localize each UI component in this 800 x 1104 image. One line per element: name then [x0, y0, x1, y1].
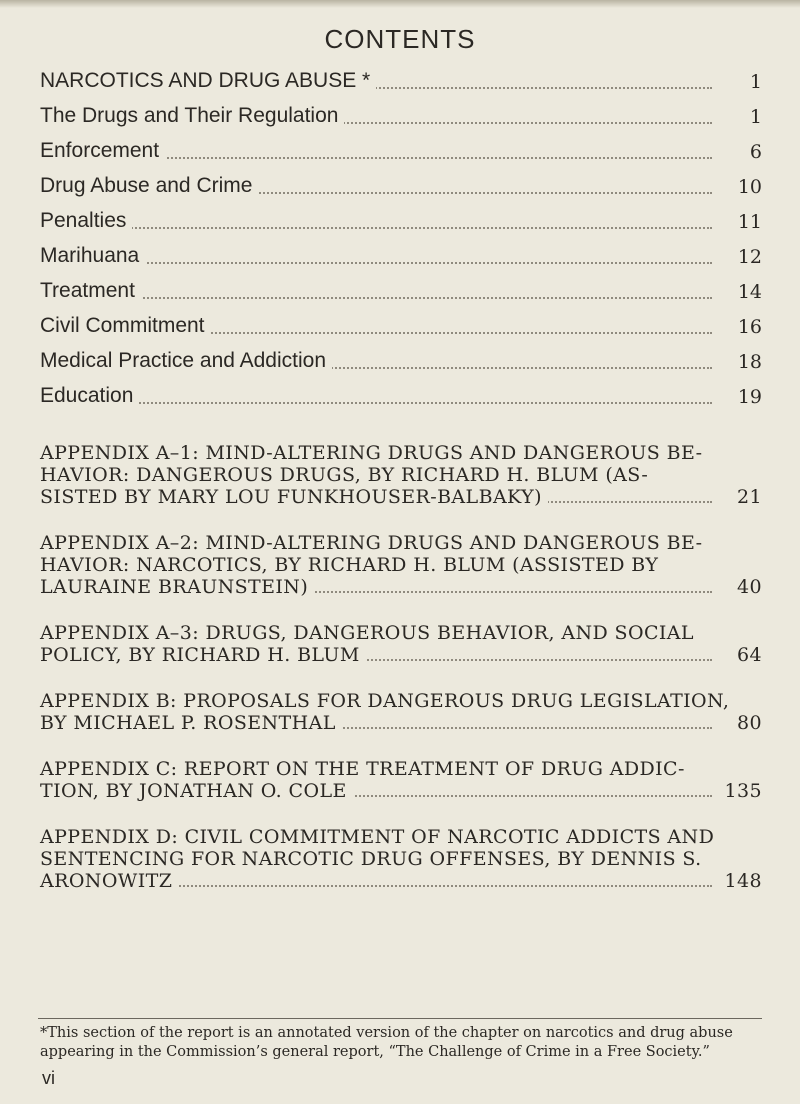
toc-entry-label: Penalties — [40, 209, 132, 233]
toc-entry-label: NARCOTICS AND DRUG ABUSE * — [40, 69, 376, 93]
appendix-line: HAVIOR: NARCOTICS, BY RICHARD H. BLUM (ASSISTED BY — [40, 554, 659, 576]
toc-entry[interactable] — [40, 202, 762, 237]
appendix-last-line — [40, 870, 762, 892]
toc-entry[interactable] — [40, 167, 762, 202]
appendix-page: 148 — [719, 870, 762, 892]
appendix-last-line — [40, 644, 762, 666]
appendix-line: SENTENCING FOR NARCOTIC DRUG OFFENSES, BY DENNIS S. — [40, 848, 702, 870]
appendix-entry-c[interactable] — [40, 758, 762, 802]
appendix-last-text: BY MICHAEL P. ROSENTHAL — [40, 712, 342, 734]
appendix-entry-b[interactable] — [40, 690, 762, 734]
appendix-last-line — [40, 712, 762, 734]
footnote: *This section of the report is an annotated version of the chapter on narcotics and drug abuse appearing in the Commission’s general report, “The Challenge of Crime in a Free Society.” — [40, 1025, 733, 1060]
toc-entry[interactable] — [40, 272, 762, 307]
dot-leader — [40, 227, 712, 229]
toc-entry-page: 18 — [732, 351, 762, 373]
appendix-page: 40 — [731, 576, 762, 598]
toc-entry-page: 14 — [732, 281, 762, 303]
appendix-line: APPENDIX A–3: DRUGS, DANGEROUS BEHAVIOR, AND SOCIAL — [40, 622, 694, 644]
toc-entry-label: Treatment — [40, 279, 141, 303]
appendix-last-line — [40, 486, 762, 508]
toc-entry-label: Enforcement — [40, 139, 165, 163]
toc-entry[interactable] — [40, 307, 762, 342]
toc-entry-page: 1 — [744, 106, 762, 128]
appendix-last-text: TION, BY JONATHAN O. COLE — [40, 780, 353, 802]
appendix-entry-d[interactable] — [40, 826, 762, 892]
table-of-contents — [40, 62, 762, 892]
toc-entry-page: 12 — [732, 246, 762, 268]
appendix-line: APPENDIX B: PROPOSALS FOR DANGEROUS DRUG LEGISLATION, — [40, 690, 730, 712]
toc-entry-page: 6 — [744, 141, 762, 163]
page-title: CONTENTS — [324, 24, 476, 54]
toc-entry-label: Education — [40, 384, 139, 408]
toc-entry-page: 1 — [744, 71, 762, 93]
dot-leader — [40, 402, 712, 404]
appendix-line: APPENDIX C: REPORT ON THE TREATMENT OF DRUG ADDIC- — [40, 758, 685, 780]
toc-entry-label: Civil Commitment — [40, 314, 211, 338]
toc-entry-label: Medical Practice and Addiction — [40, 349, 332, 373]
toc-entry[interactable] — [40, 132, 762, 167]
toc-entry[interactable] — [40, 62, 762, 97]
page-top-edge — [0, 0, 800, 8]
toc-entry-page: 19 — [732, 386, 762, 408]
toc-entry-page: 16 — [732, 316, 762, 338]
toc-entry[interactable] — [40, 97, 762, 132]
toc-entry-page: 11 — [732, 211, 762, 233]
footnote-rule — [38, 1018, 762, 1019]
appendix-entry-a2[interactable] — [40, 532, 762, 598]
appendix-line: HAVIOR: DANGEROUS DRUGS, BY RICHARD H. BLUM (AS- — [40, 464, 649, 486]
appendix-page: 80 — [731, 712, 762, 734]
toc-entry[interactable] — [40, 342, 762, 377]
appendix-page: 21 — [731, 486, 762, 508]
appendix-line: APPENDIX D: CIVIL COMMITMENT OF NARCOTIC ADDICTS AND — [40, 826, 715, 848]
appendix-last-text: LAURAINE BRAUNSTEIN) — [40, 576, 314, 598]
toc-entry-label: Marihuana — [40, 244, 145, 268]
page-number: vi — [42, 1068, 55, 1088]
appendix-last-line — [40, 780, 762, 802]
appendix-last-text: ARONOWITZ — [40, 870, 178, 892]
appendix-entry-a1[interactable] — [40, 442, 762, 508]
toc-entry-label: The Drugs and Their Regulation — [40, 104, 344, 128]
toc-entry[interactable] — [40, 237, 762, 272]
appendix-entry-a3[interactable] — [40, 622, 762, 666]
toc-entry-page: 10 — [732, 176, 762, 198]
appendix-page: 135 — [719, 780, 762, 802]
appendix-last-text: SISTED BY MARY LOU FUNKHOUSER-BALBAKY) — [40, 486, 548, 508]
appendix-line: APPENDIX A–1: MIND-ALTERING DRUGS AND DANGEROUS BE- — [40, 442, 703, 464]
toc-entry[interactable] — [40, 377, 762, 412]
toc-entry-label: Drug Abuse and Crime — [40, 174, 258, 198]
appendix-last-line — [40, 576, 762, 598]
appendix-line: APPENDIX A–2: MIND-ALTERING DRUGS AND DANGEROUS BE- — [40, 532, 703, 554]
appendix-page: 64 — [731, 644, 762, 666]
appendix-last-text: POLICY, BY RICHARD H. BLUM — [40, 644, 366, 666]
